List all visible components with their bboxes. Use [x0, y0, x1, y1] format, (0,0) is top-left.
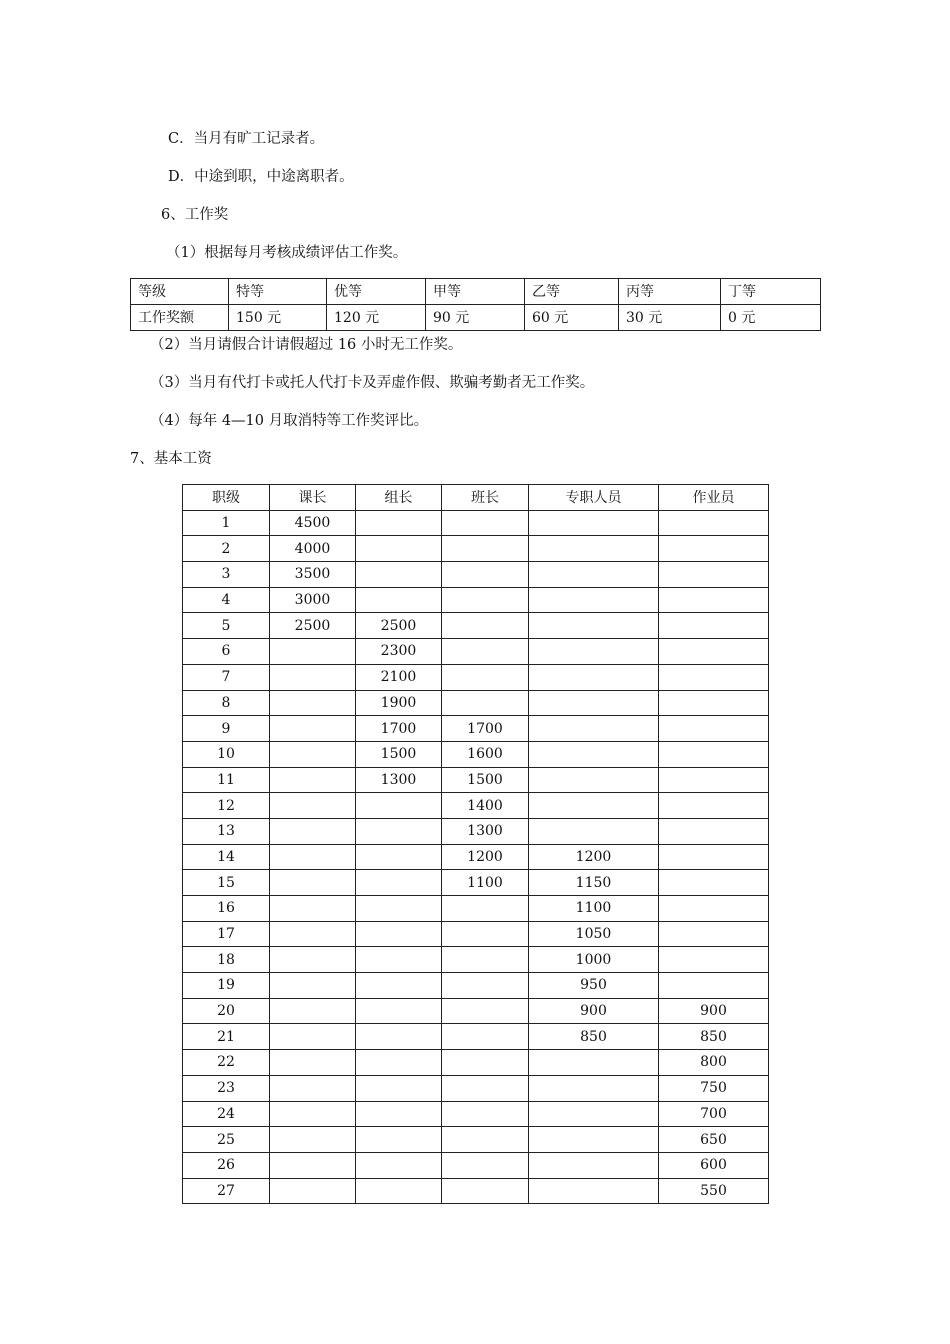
salary-cell [270, 793, 356, 819]
salary-header-cell: 组长 [356, 485, 442, 511]
salary-cell [356, 1178, 442, 1204]
salary-cell: 800 [659, 1050, 769, 1076]
salary-row [183, 1152, 769, 1178]
salary-cell [356, 1101, 442, 1127]
salary-header-row [183, 485, 769, 511]
salary-cell [529, 1101, 659, 1127]
salary-cell [442, 921, 529, 947]
salary-cell: 550 [659, 1178, 769, 1204]
award-header-cell: 丙等 [619, 279, 721, 305]
salary-cell: 900 [659, 998, 769, 1024]
salary-cell [270, 741, 356, 767]
salary-cell [529, 510, 659, 536]
salary-cell [659, 510, 769, 536]
salary-cell [356, 973, 442, 999]
salary-cell: 1300 [356, 767, 442, 793]
salary-cell: 11 [183, 767, 270, 793]
salary-row [183, 947, 769, 973]
salary-cell: 1050 [529, 921, 659, 947]
salary-cell [442, 1178, 529, 1204]
salary-cell [442, 510, 529, 536]
salary-cell [659, 613, 769, 639]
salary-cell: 22 [183, 1050, 270, 1076]
salary-cell [529, 793, 659, 819]
salary-cell: 24 [183, 1101, 270, 1127]
salary-cell [442, 973, 529, 999]
salary-cell [529, 1075, 659, 1101]
salary-cell: 600 [659, 1152, 769, 1178]
salary-row [183, 587, 769, 613]
salary-cell [442, 664, 529, 690]
salary-cell [356, 562, 442, 588]
salary-cell [442, 896, 529, 922]
salary-cell: 1500 [442, 767, 529, 793]
salary-cell [659, 562, 769, 588]
salary-cell [659, 639, 769, 665]
award-value-cell: 90 元 [426, 304, 525, 330]
salary-cell: 7 [183, 664, 270, 690]
salary-cell: 950 [529, 973, 659, 999]
salary-cell: 850 [529, 1024, 659, 1050]
salary-cell: 2500 [270, 613, 356, 639]
salary-cell [270, 896, 356, 922]
salary-cell [529, 1050, 659, 1076]
salary-cell [356, 1024, 442, 1050]
salary-cell [270, 844, 356, 870]
salary-row [183, 716, 769, 742]
award-header-cell: 优等 [327, 279, 426, 305]
salary-row [183, 562, 769, 588]
award-value-cell: 0 元 [721, 304, 821, 330]
salary-cell [659, 947, 769, 973]
award-value-row [131, 304, 821, 330]
salary-cell: 700 [659, 1101, 769, 1127]
salary-cell [270, 767, 356, 793]
salary-cell [356, 947, 442, 973]
salary-cell: 19 [183, 973, 270, 999]
salary-cell [356, 510, 442, 536]
salary-cell [270, 1101, 356, 1127]
salary-cell [270, 973, 356, 999]
salary-cell [529, 716, 659, 742]
salary-cell [442, 690, 529, 716]
salary-cell [442, 1075, 529, 1101]
salary-row [183, 767, 769, 793]
salary-cell [442, 1152, 529, 1178]
salary-cell: 1300 [442, 818, 529, 844]
salary-cell [529, 1127, 659, 1153]
salary-cell: 1200 [442, 844, 529, 870]
salary-cell: 2300 [356, 639, 442, 665]
salary-cell: 850 [659, 1024, 769, 1050]
award-header-cell: 丁等 [721, 279, 821, 305]
salary-cell [356, 844, 442, 870]
clause-d: D．中途到职，中途离职者。 [168, 169, 354, 185]
salary-cell: 1200 [529, 844, 659, 870]
salary-cell [270, 921, 356, 947]
salary-cell [442, 1101, 529, 1127]
salary-cell [529, 613, 659, 639]
salary-cell [529, 690, 659, 716]
salary-cell [659, 896, 769, 922]
salary-cell [529, 767, 659, 793]
salary-cell [356, 587, 442, 613]
salary-row [183, 1178, 769, 1204]
salary-row [183, 1050, 769, 1076]
salary-row [183, 536, 769, 562]
salary-cell: 8 [183, 690, 270, 716]
salary-cell: 15 [183, 870, 270, 896]
salary-row [183, 510, 769, 536]
salary-cell: 12 [183, 793, 270, 819]
salary-cell [356, 896, 442, 922]
salary-cell [659, 741, 769, 767]
salary-header-cell: 课长 [270, 485, 356, 511]
salary-cell [270, 947, 356, 973]
salary-row [183, 1101, 769, 1127]
salary-cell [659, 870, 769, 896]
salary-cell [659, 690, 769, 716]
salary-row [183, 613, 769, 639]
salary-row [183, 1127, 769, 1153]
salary-cell: 2500 [356, 613, 442, 639]
salary-cell: 1700 [356, 716, 442, 742]
salary-cell: 6 [183, 639, 270, 665]
section-6-heading: 6、工作奖 [161, 207, 229, 223]
salary-header-cell: 班长 [442, 485, 529, 511]
salary-cell: 1600 [442, 741, 529, 767]
salary-header-cell: 作业员 [659, 485, 769, 511]
salary-cell [529, 741, 659, 767]
salary-cell [659, 536, 769, 562]
award-rule-3: （3）当月有代打卡或托人代打卡及弄虚作假、欺骗考勤者无工作奖。 [150, 375, 595, 391]
salary-cell: 4000 [270, 536, 356, 562]
salary-cell: 21 [183, 1024, 270, 1050]
salary-cell [270, 1024, 356, 1050]
salary-cell [356, 536, 442, 562]
salary-cell [356, 1050, 442, 1076]
salary-cell [442, 1127, 529, 1153]
salary-cell [659, 587, 769, 613]
salary-cell [442, 947, 529, 973]
salary-cell [529, 1152, 659, 1178]
salary-cell [356, 793, 442, 819]
award-rule-4: （4）每年 4—10 月取消特等工作奖评比。 [150, 413, 429, 429]
award-header-row [131, 279, 821, 305]
salary-table [182, 484, 769, 1204]
salary-cell: 9 [183, 716, 270, 742]
salary-cell: 4500 [270, 510, 356, 536]
salary-header-cell: 职级 [183, 485, 270, 511]
award-header-cell: 特等 [229, 279, 327, 305]
salary-cell [529, 664, 659, 690]
salary-cell [442, 998, 529, 1024]
salary-cell: 5 [183, 613, 270, 639]
award-header-cell: 乙等 [525, 279, 619, 305]
award-value-cell: 150 元 [229, 304, 327, 330]
salary-cell [270, 690, 356, 716]
salary-cell [529, 1178, 659, 1204]
salary-row [183, 896, 769, 922]
salary-cell [356, 818, 442, 844]
salary-row [183, 639, 769, 665]
salary-cell [659, 793, 769, 819]
salary-cell: 2100 [356, 664, 442, 690]
salary-cell [356, 870, 442, 896]
salary-cell [529, 562, 659, 588]
salary-cell: 1100 [442, 870, 529, 896]
salary-cell: 3500 [270, 562, 356, 588]
salary-cell [270, 1075, 356, 1101]
salary-cell [529, 639, 659, 665]
salary-cell [529, 587, 659, 613]
salary-cell: 2 [183, 536, 270, 562]
award-rule-2: （2）当月请假合计请假超过 16 小时无工作奖。 [150, 337, 463, 353]
salary-row [183, 818, 769, 844]
salary-cell [442, 1024, 529, 1050]
salary-cell [529, 536, 659, 562]
salary-cell [442, 639, 529, 665]
salary-cell: 26 [183, 1152, 270, 1178]
salary-cell: 17 [183, 921, 270, 947]
salary-cell [659, 716, 769, 742]
salary-cell [529, 818, 659, 844]
award-value-cell: 60 元 [525, 304, 619, 330]
salary-cell: 1000 [529, 947, 659, 973]
salary-cell: 650 [659, 1127, 769, 1153]
salary-header-cell: 专职人员 [529, 485, 659, 511]
salary-cell: 1500 [356, 741, 442, 767]
award-value-cell: 30 元 [619, 304, 721, 330]
salary-cell [270, 998, 356, 1024]
salary-cell [270, 664, 356, 690]
salary-cell: 14 [183, 844, 270, 870]
salary-cell [659, 844, 769, 870]
salary-cell: 1150 [529, 870, 659, 896]
salary-cell: 1400 [442, 793, 529, 819]
salary-row [183, 1075, 769, 1101]
salary-cell: 900 [529, 998, 659, 1024]
salary-row [183, 973, 769, 999]
salary-cell: 25 [183, 1127, 270, 1153]
salary-row [183, 741, 769, 767]
salary-cell: 23 [183, 1075, 270, 1101]
salary-row [183, 1024, 769, 1050]
salary-cell: 16 [183, 896, 270, 922]
salary-row [183, 844, 769, 870]
salary-cell [659, 767, 769, 793]
salary-cell [659, 664, 769, 690]
salary-cell [442, 536, 529, 562]
salary-cell: 20 [183, 998, 270, 1024]
salary-cell [356, 1152, 442, 1178]
salary-cell: 1100 [529, 896, 659, 922]
salary-cell: 3 [183, 562, 270, 588]
salary-cell [270, 870, 356, 896]
salary-cell [356, 921, 442, 947]
salary-row [183, 793, 769, 819]
salary-cell [442, 613, 529, 639]
salary-cell [270, 818, 356, 844]
salary-row [183, 690, 769, 716]
salary-cell [442, 562, 529, 588]
salary-cell: 750 [659, 1075, 769, 1101]
salary-cell [270, 1152, 356, 1178]
salary-cell [270, 639, 356, 665]
clause-c: C．当月有旷工记录者。 [168, 131, 325, 147]
salary-cell [270, 1178, 356, 1204]
salary-cell: 1 [183, 510, 270, 536]
salary-cell [356, 998, 442, 1024]
award-value-cell: 120 元 [327, 304, 426, 330]
salary-cell [442, 587, 529, 613]
salary-row [183, 664, 769, 690]
award-rule-1: （1）根据每月考核成绩评估工作奖。 [166, 245, 408, 261]
salary-cell [356, 1075, 442, 1101]
award-header-cell: 甲等 [426, 279, 525, 305]
salary-cell: 1900 [356, 690, 442, 716]
salary-cell: 4 [183, 587, 270, 613]
salary-cell [270, 1127, 356, 1153]
salary-cell: 18 [183, 947, 270, 973]
award-value-cell: 工作奖额 [131, 304, 229, 330]
salary-cell [659, 818, 769, 844]
salary-cell: 27 [183, 1178, 270, 1204]
salary-row [183, 921, 769, 947]
salary-cell: 3000 [270, 587, 356, 613]
salary-row [183, 998, 769, 1024]
award-table [130, 278, 821, 331]
salary-cell [442, 1050, 529, 1076]
award-header-cell: 等级 [131, 279, 229, 305]
salary-row [183, 870, 769, 896]
salary-cell: 13 [183, 818, 270, 844]
salary-cell [270, 716, 356, 742]
salary-cell [659, 921, 769, 947]
section-7-heading: 7、基本工资 [130, 451, 212, 467]
salary-cell [659, 973, 769, 999]
salary-cell: 10 [183, 741, 270, 767]
salary-cell [270, 1050, 356, 1076]
salary-cell [356, 1127, 442, 1153]
salary-cell: 1700 [442, 716, 529, 742]
